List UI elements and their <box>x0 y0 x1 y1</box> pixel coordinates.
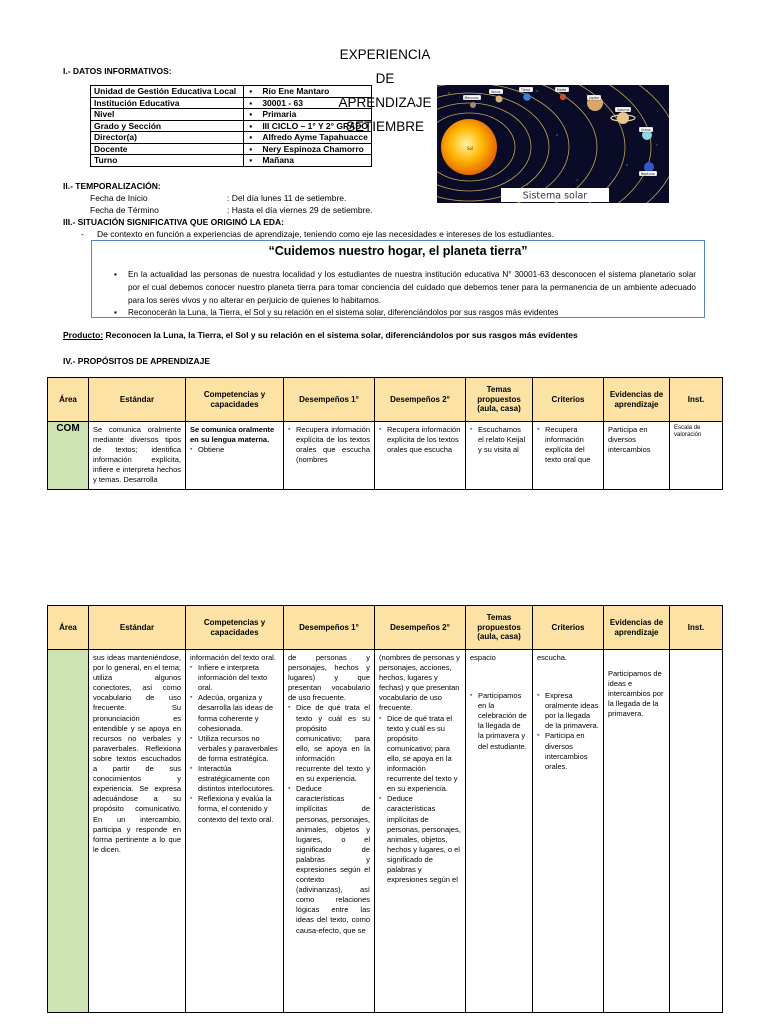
header-criterios: Criterios <box>533 378 604 422</box>
header-inst: Inst. <box>670 378 723 422</box>
competencias-cell <box>186 650 284 1013</box>
area-cell: COM <box>48 422 89 490</box>
solar-caption: Sistema solar <box>522 190 588 202</box>
producto-label: Producto: <box>63 330 104 340</box>
producto-text: Reconocen la Luna, la Tierra, el Sol y su relación en el sistema solar, diferenciándolos por sus rasgos más evidentes <box>103 330 578 340</box>
tema-item: ▪ Participamos en la celebración de la llegada de la primavera y del estudiante. <box>470 691 528 752</box>
section-datos: I.- DATOS INFORMATIVOS: <box>63 66 172 76</box>
competencia-item: ▪ Utiliza recursos no verbales y paraverbales de forma estratégica. <box>190 734 279 764</box>
competencia-title: Se comunica oralmente en su lengua materna. <box>190 425 275 445</box>
earth-label: Tierra <box>521 87 531 92</box>
desempeno-item: ▪ Dice de qué trata el texto y cuál es su propósito comunicativo; para ello, se apoya en la información recurrente del texto y en su experiencia. <box>288 703 370 784</box>
header-desempenos-2: Desempeños 2° <box>375 378 466 422</box>
bullet-icon: ▪ <box>114 308 117 317</box>
info-label: Director(a) <box>91 132 244 144</box>
competencia-item: ▪ Reflexiona y evalúa la forma, el contenido y contexto del texto oral. <box>190 794 279 824</box>
tema-text: espacio <box>470 653 496 662</box>
spacer <box>608 653 665 669</box>
desempenos-1-cell <box>284 650 375 1013</box>
info-row <box>91 120 372 132</box>
venus-label: Venus <box>491 89 501 94</box>
bullet-icon: ▪ <box>114 270 117 279</box>
table-header-row <box>48 378 723 422</box>
fecha-inicio-label: Fecha de Inicio <box>90 193 148 203</box>
desempeno-item: ▪ Dice de qué trata el texto y cuál es su propósito comunicativo; para ello, se apoya en la información recurrente del texto y en su experiencia. <box>379 714 461 795</box>
dash-icon: - <box>81 229 84 239</box>
criterio-item: ▪ Participa en diversos intercambios orales. <box>537 731 599 771</box>
solar-system-image <box>437 85 669 203</box>
estandar-cell: Se comunica oralmente mediante diversos tipos de textos; identifica información explícita, infiere e interpreta hechos y temas. Desarrolla <box>89 422 186 490</box>
criterio-text: escucha. <box>537 653 568 662</box>
criterios-cell <box>533 650 604 1013</box>
evidencia-text: Participamos de ideas e intercambios por la llegada de la primavera. <box>608 669 664 719</box>
desempeno-item: ▪ Deduce características implícitas de personas, personajes, animales, objetos, hechos y lugares, o el significado de palabras y expresiones según el <box>379 794 461 885</box>
title-line: SETIEMBRE <box>345 119 424 134</box>
header-desempenos-1: Desempeños 1° <box>284 378 375 422</box>
criterio-item: ▪ Expresa oralmente ideas por la llegada de la primavera. <box>537 691 599 731</box>
section-temporalizacion: II.- TEMPORALIZACIÓN: <box>63 181 161 191</box>
situation-bullet-text: En la actualidad las personas de nuestra localidad y los estudiantes de nuestra institución educativa N° 30001-63 desconocen el sistema planetario solar por el cual debemos conocer nuestro planeta tierra para tomar conciencia del cuidado que debemos tener para la permanencia de un ambiente adecuado para los seres vivos y no alterar en perjuicio de quienes lo habitamos. <box>128 270 696 305</box>
neptune-label: Neptuno <box>641 171 655 176</box>
inst-cell: Escala de valoración <box>670 422 723 490</box>
situation-bullet <box>114 307 696 318</box>
header-area: Área <box>48 378 89 422</box>
info-value: ▪ Alfredo Ayme Tapahuacce <box>244 132 372 144</box>
competencia-item: ▪ Adecúa, organiza y desarrolla las ideas de forma coherente y cohesionada. <box>190 693 279 733</box>
fecha-inicio-value: : Del día lunes 11 de setiembre. <box>227 193 347 203</box>
fecha-termino-value: : Hasta el día viernes 29 de setiembre. <box>227 205 373 215</box>
producto-line <box>63 330 578 340</box>
situation-bullet-text: Reconocerán la Luna, la Tierra, el Sol y su relación en el sistema solar, diferenciándolos por sus rasgos más evidentes <box>128 308 559 317</box>
area-cell <box>48 650 89 1013</box>
info-value: ▪ Mañana <box>244 155 372 167</box>
info-row <box>91 132 372 144</box>
info-row <box>91 143 372 155</box>
info-value: ▪ Primaria <box>244 109 372 121</box>
desempeno-text: de personas y personajes, hechos y lugares) y que presentan vocabulario de uso frecuente. <box>288 653 370 703</box>
sun-label: Sol <box>467 146 474 151</box>
spacer <box>537 663 599 691</box>
section-propositos: IV.- PROPÓSITOS DE APRENDIZAJE <box>63 356 211 366</box>
situation-title: “Cuidemos nuestro hogar, el planeta tierra” <box>268 244 528 258</box>
info-row <box>91 97 372 109</box>
saturn-label: Saturno <box>617 107 630 112</box>
table-row <box>48 650 723 1013</box>
mars-label: Marte <box>557 87 567 92</box>
header-competencias: Competencias y capacidades <box>186 606 284 650</box>
info-value: ▪ III CICLO – 1° Y 2° GRADO <box>244 120 372 132</box>
criterios-cell <box>533 422 604 490</box>
header-area: Área <box>48 606 89 650</box>
desempeno-item: ▪ Deduce características implícitas de personas, personajes, animales, objetos y lugares, o el significado de palabras y expresiones según el contexto (adivinanzas), así como relaciones lógicas entre las ideas del texto, como causa-efecto, que se <box>288 784 370 935</box>
desempenos-2-cell <box>375 650 466 1013</box>
fecha-termino-label: Fecha de Término <box>90 205 159 215</box>
info-label: Docente <box>91 143 244 155</box>
info-label: Turno <box>91 155 244 167</box>
header-desempenos-2: Desempeños 2° <box>375 606 466 650</box>
header-desempenos-1: Desempeños 1° <box>284 606 375 650</box>
info-label: Unidad de Gestión Educativa Local <box>91 86 244 98</box>
competencia-text: información del texto oral. <box>190 653 276 662</box>
desempeno-text: (nombres de personas y personajes, acciones, hechos, lugares y fechas) y que presentan vocabulario de uso frecuente. <box>379 653 460 713</box>
header-estandar: Estándar <box>89 378 186 422</box>
desempenos-1-cell <box>284 422 375 490</box>
table-row <box>48 422 723 490</box>
info-label: Institución Educativa <box>91 97 244 109</box>
context-line: De contexto en función a experiencias de aprendizaje, teniendo como eje las necesidades e intereses de los estudiantes. <box>97 229 554 239</box>
inst-cell <box>670 650 723 1013</box>
competencias-cell <box>186 422 284 490</box>
header-estandar: Estándar <box>89 606 186 650</box>
competencia-item: ▪ Interactúa estratégicamente con distintos interlocutores. <box>190 764 279 794</box>
evidencias-cell <box>604 650 670 1013</box>
info-value: ▪ 30001 - 63 <box>244 97 372 109</box>
solar-system-illustration <box>437 85 669 203</box>
desempenos-2-cell <box>375 422 466 490</box>
evidencias-cell: Participa en diversos intercambios <box>604 422 670 490</box>
desempeno-item: ▪ Recupera información explícita de los textos orales que escucha <box>379 425 461 455</box>
competencia-item: ▪ Obtiene <box>190 445 279 455</box>
section-situacion: III.- SITUACIÓN SIGNIFICATIVA QUE ORIGINÓ LA EDA: <box>63 217 284 227</box>
info-value: ▪ Nery Espinoza Chamorro <box>244 143 372 155</box>
temas-cell <box>466 422 533 490</box>
header-evidencias: Evidencias de aprendizaje <box>604 378 670 422</box>
info-value: ▪ Río Ene Mantaro <box>244 86 372 98</box>
title-line: EXPERIENCIA <box>339 47 431 62</box>
info-table <box>90 85 372 167</box>
propositos-table-continued <box>47 605 723 1013</box>
jupiter-label: Júpiter <box>589 95 600 100</box>
header-evidencias: Evidencias de aprendizaje <box>604 606 670 650</box>
situation-bullet <box>114 268 696 307</box>
header-competencias: Competencias y capacidades <box>186 378 284 422</box>
mercury-label: Mercurio <box>464 95 479 100</box>
competencia-item: ▪ Infiere e interpreta información del texto oral. <box>190 663 279 693</box>
criterio-item: ▪ Recupera información explícita del texto oral que <box>537 425 599 465</box>
table-header-row <box>48 606 723 650</box>
situation-box <box>91 240 705 318</box>
info-row <box>91 86 372 98</box>
propositos-table <box>47 377 723 490</box>
info-label: Grado y Sección <box>91 120 244 132</box>
estandar-cell: sus ideas manteniéndose, por lo general, en el tema; utiliza algunos conectores, así como vocabulario de uso frecuente. Su pronunciación es entendible y se apoya en recursos no verbales y paraverbales. Reflexiona sobre textos escuchados a partir de sus conocimientos y experiencia. Se expresa adecuándose a su propósito comunicativo. En un intercambio, participa y responde en forma pertinente a lo que le dicen. <box>89 650 186 1013</box>
spacer <box>470 663 528 691</box>
info-row <box>91 155 372 167</box>
title-line: APRENDIZAJE <box>338 95 432 110</box>
header-criterios: Criterios <box>533 606 604 650</box>
header-temas: Temas propuestos (aula, casa) <box>466 378 533 422</box>
tema-item: ▪ Escuchamos el relato Keijal y su visita al <box>470 425 528 455</box>
uranus-label: Urano <box>641 127 651 132</box>
info-label: Nivel <box>91 109 244 121</box>
header-temas: Temas propuestos (aula, casa) <box>466 606 533 650</box>
info-row <box>91 109 372 121</box>
header-inst: Inst. <box>670 606 723 650</box>
temas-cell <box>466 650 533 1013</box>
title-line: DE <box>375 71 395 86</box>
desempeno-item: ▪ Recupera información explícita de los textos orales que escucha (nombres <box>288 425 370 465</box>
